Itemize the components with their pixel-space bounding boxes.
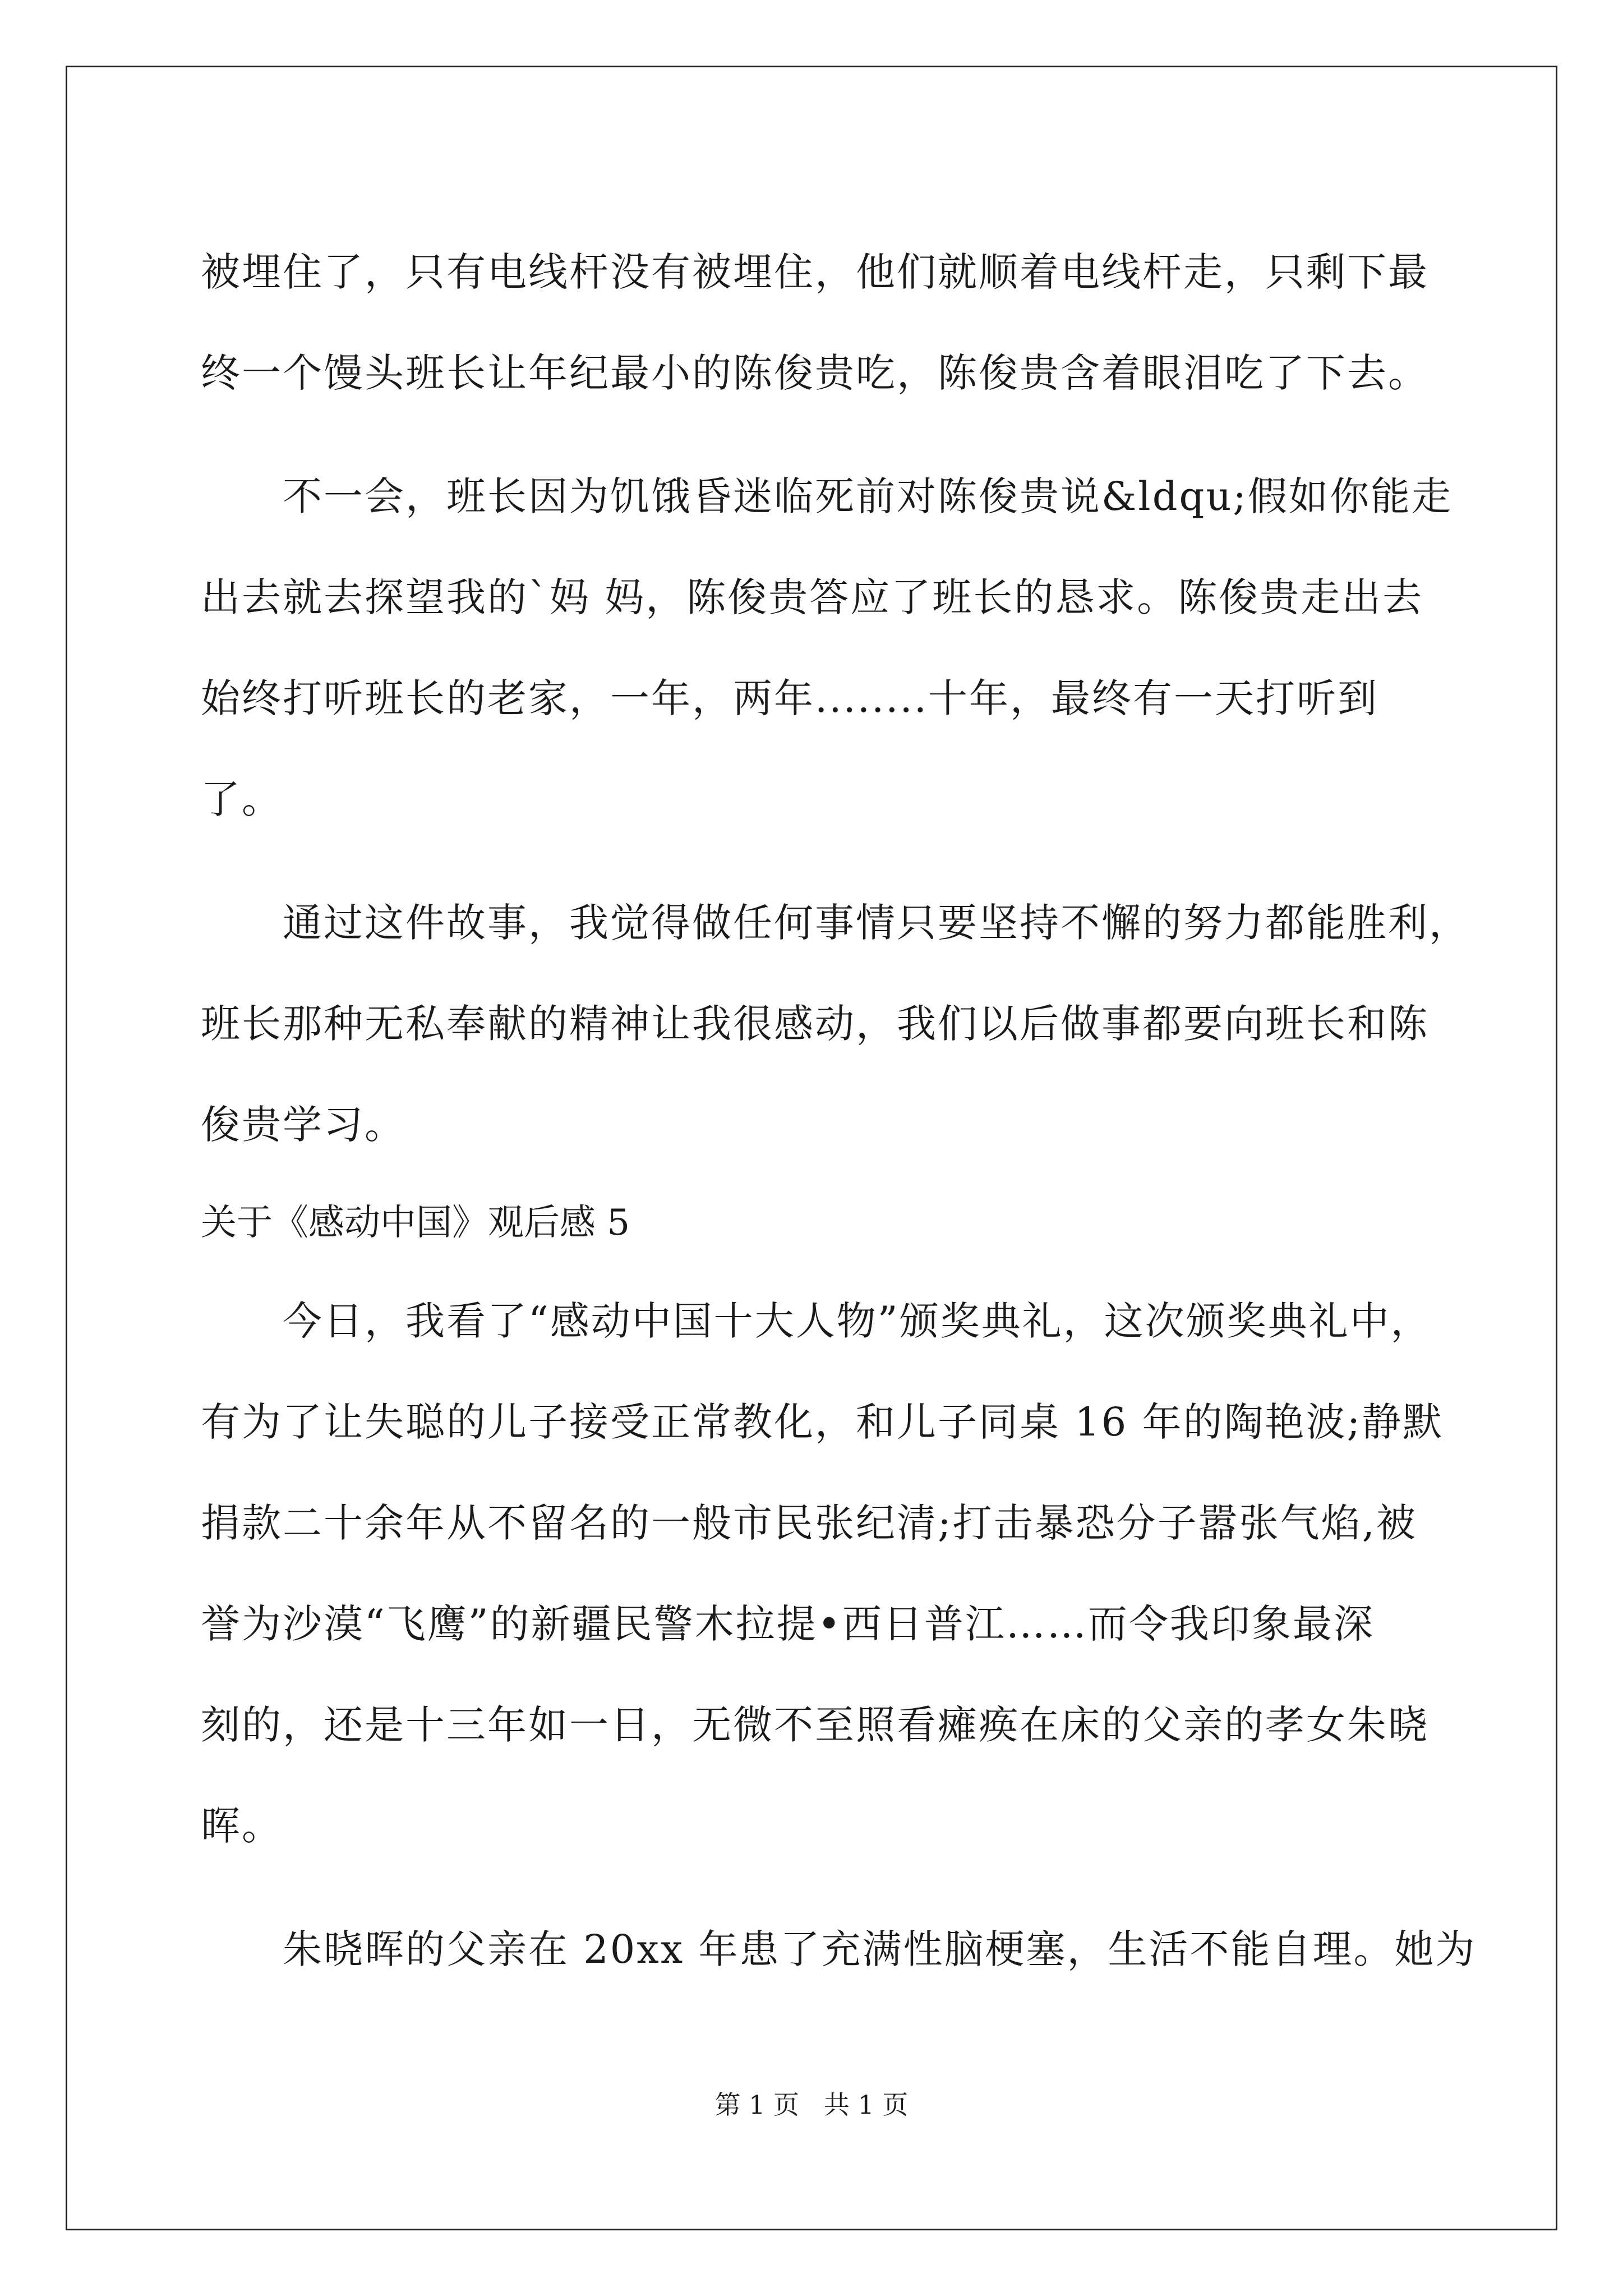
paragraph-start-line: 朱晓晖的父亲在 20xx 年患了充满性脑梗塞，生活不能自理。她为	[283, 1926, 1477, 1972]
text-line: 刻的，还是十三年如一日，无微不至照看瘫痪在床的父亲的孝女朱晓	[201, 1702, 1429, 1748]
text-line: 始终打听班长的老家，一年，两年........十年，最终有一天打听到	[201, 675, 1379, 721]
paragraph-start-line: 通过这件故事，我觉得做任何事情只要坚持不懈的努力都能胜利，	[283, 900, 1470, 946]
text-line: 班长那种无私奉献的精神让我很感动，我们以后做事都要向班长和陈	[201, 1001, 1429, 1047]
text-line: 被埋住了，只有电线杆没有被埋住，他们就顺着电线杆走，只剩下最	[201, 249, 1429, 295]
paragraph-start-line: 今日，我看了“感动中国十大人物”颁奖典礼，这次颁奖典礼中，	[283, 1298, 1432, 1344]
section-heading: 关于《感动中国》观后感 5	[201, 1202, 630, 1244]
document-body	[201, 222, 1477, 2000]
text-line: 有为了让失聪的儿子接受正常教化，和儿子同桌 16 年的陶艳波;静默	[201, 1399, 1444, 1445]
text-line: 捐款二十余年从不留名的一般市民张纪清;打击暴恐分子嚣张气焰,被	[201, 1500, 1417, 1546]
text-line: 晖。	[201, 1803, 283, 1849]
text-line: 终一个馒头班长让年纪最小的陈俊贵吃，陈俊贵含着眼泪吃了下去。	[201, 350, 1429, 396]
text-line: 誉为沙漠“飞鹰”的新疆民警木拉提•西日普江……而令我印象最深	[201, 1601, 1375, 1647]
paragraph-start-line: 不一会，班长因为饥饿昏迷临死前对陈俊贵说&ldqu;假如你能走	[283, 473, 1453, 519]
text-line: 出去就去探望我的`妈 妈，陈俊贵答应了班长的恳求。陈俊贵走出去	[201, 574, 1424, 620]
page-footer: 第 1 页 共 1 页	[714, 2090, 909, 2120]
text-line: 了。	[201, 776, 283, 822]
text-line: 俊贵学习。	[201, 1102, 405, 1148]
